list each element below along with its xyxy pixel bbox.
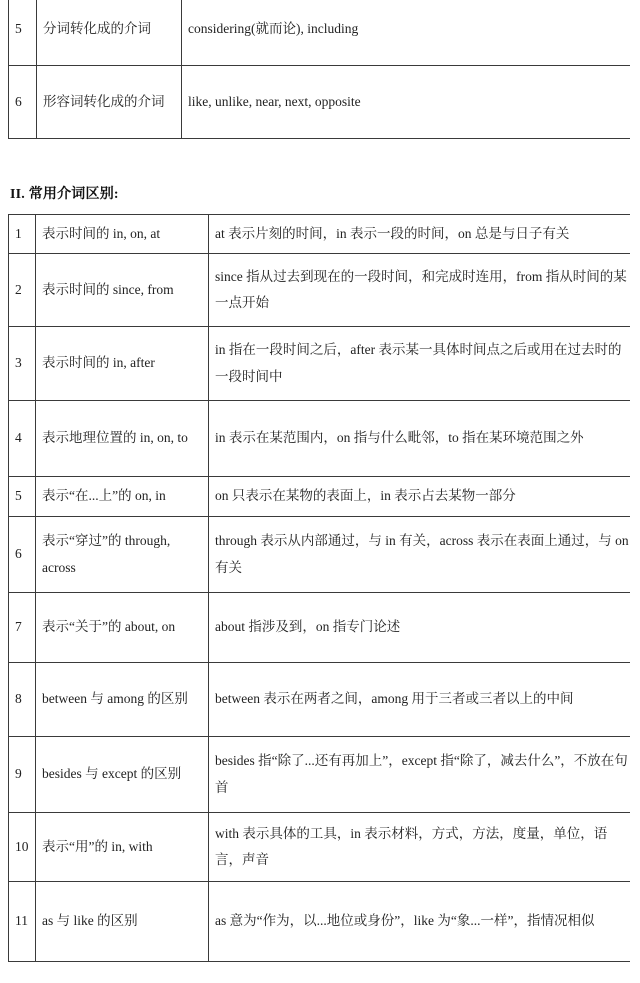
row-content: in 指在一段时间之后，after 表示某一具体时间点之后或用在过去时的一段时间中: [209, 327, 636, 401]
row-number: 2: [9, 254, 36, 327]
row-content: like, unlike, near, next, opposite: [182, 66, 640, 139]
table-row: [9, 215, 636, 254]
row-number: 5: [9, 0, 37, 66]
row-number: 6: [9, 517, 36, 593]
table-row: [9, 882, 636, 962]
row-number: 1: [9, 215, 36, 254]
row-label: 表示时间的 in, after: [36, 327, 209, 401]
row-label: 形容词转化成的介词: [37, 66, 182, 139]
row-label: 表示“穿过”的 through, across: [36, 517, 209, 593]
row-label: 表示“关于”的 about, on: [36, 593, 209, 663]
row-content: besides 指“除了...还有再加上”，except 指“除了，减去什么”，不放在句首: [209, 737, 636, 813]
row-number: 4: [9, 401, 36, 477]
table-row: [9, 813, 636, 882]
row-label: as 与 like 的区别: [36, 882, 209, 962]
row-content: since 指从过去到现在的一段时间，和完成时连用，from 指从时间的某一点开始: [209, 254, 636, 327]
row-content: between 表示在两者之间，among 用于三者或三者以上的中间: [209, 663, 636, 737]
table-row: [9, 401, 636, 477]
row-content: about 指涉及到，on 指专门论述: [209, 593, 636, 663]
row-label: 分词转化成的介词: [37, 0, 182, 66]
table-row: [9, 477, 636, 517]
row-number: 8: [9, 663, 36, 737]
row-label: 表示时间的 in, on, at: [36, 215, 209, 254]
table-row: [9, 254, 636, 327]
row-number: 7: [9, 593, 36, 663]
preposition-differences-table: [8, 214, 636, 962]
row-content: in 表示在某范围内，on 指与什么毗邻，to 指在某环境范围之外: [209, 401, 636, 477]
row-label: 表示“用”的 in, with: [36, 813, 209, 882]
row-content: with 表示具体的工具，in 表示材料，方式，方法，度量，单位，语言，声音: [209, 813, 636, 882]
table-row: [9, 327, 636, 401]
row-label: 表示“在...上”的 on, in: [36, 477, 209, 517]
table-row: [9, 0, 640, 66]
row-content: through 表示从内部通过，与 in 有关，across 表示在表面上通过，与 on 有关: [209, 517, 636, 593]
table-row: [9, 66, 640, 139]
table-row: [9, 663, 636, 737]
row-number: 6: [9, 66, 37, 139]
row-number: 11: [9, 882, 36, 962]
row-number: 5: [9, 477, 36, 517]
prepositions-conversion-table: [8, 0, 640, 139]
row-label: besides 与 except 的区别: [36, 737, 209, 813]
row-number: 9: [9, 737, 36, 813]
row-number: 10: [9, 813, 36, 882]
row-label: 表示地理位置的 in, on, to: [36, 401, 209, 477]
table-row: [9, 737, 636, 813]
row-number: 3: [9, 327, 36, 401]
table-row: [9, 593, 636, 663]
row-content: as 意为“作为，以...地位或身份”，like 为“象...一样”，指情况相似: [209, 882, 636, 962]
row-content: at 表示片刻的时间，in 表示一段的时间，on 总是与日子有关: [209, 215, 636, 254]
row-label: 表示时间的 since, from: [36, 254, 209, 327]
row-label: between 与 among 的区别: [36, 663, 209, 737]
section-heading: II. 常用介词区别:: [10, 187, 119, 202]
table-row: [9, 517, 636, 593]
row-content: on 只表示在某物的表面上，in 表示占去某物一部分: [209, 477, 636, 517]
row-content: considering(就而论), including: [182, 0, 640, 66]
